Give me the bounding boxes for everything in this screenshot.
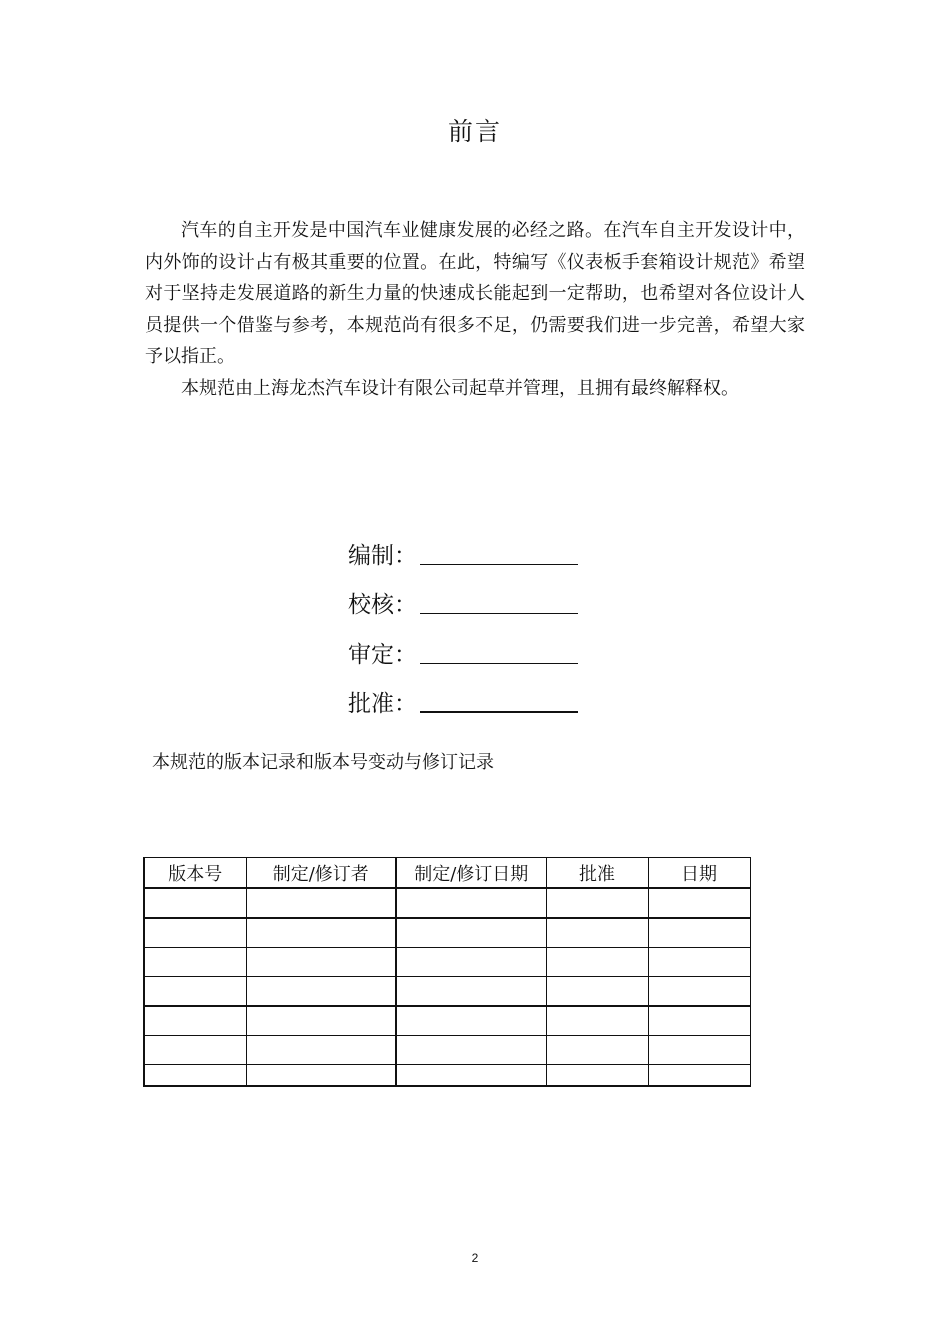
- signoff-row-compile: [348, 525, 608, 575]
- page-number: 2: [471, 1251, 479, 1265]
- table-cell: [144, 977, 246, 1007]
- table-cell: [546, 888, 648, 918]
- table-header-row: [144, 858, 750, 889]
- table-cell: [396, 948, 546, 977]
- table-cell: [246, 948, 396, 977]
- preface-paragraph: 本规范由上海龙杰汽车设计有限公司起草并管理，且拥有最终解释权。: [181, 377, 739, 399]
- table-cell: [246, 1036, 396, 1065]
- table-row: [144, 1065, 750, 1087]
- table-row: [144, 1036, 750, 1065]
- table-cell: [396, 918, 546, 948]
- signoff-row-review: [348, 624, 608, 674]
- signoff-label: 校核：: [348, 592, 417, 618]
- signature-line: [420, 612, 578, 614]
- column-header: 制定/修订日期: [396, 858, 546, 889]
- signoff-label: 编制：: [348, 542, 417, 569]
- table-cell: [546, 948, 648, 977]
- table-cell: [144, 888, 246, 918]
- table-row: [144, 918, 750, 948]
- table-cell: [546, 1006, 648, 1036]
- table-cell: [648, 1065, 750, 1087]
- table-cell: [144, 948, 246, 977]
- table-cell: [648, 1036, 750, 1065]
- signoff-label: 批准：: [348, 691, 417, 717]
- table-cell: [546, 1065, 648, 1087]
- preface-text: [145, 215, 805, 404]
- table-cell: [246, 888, 396, 918]
- table-cell: [144, 1006, 246, 1036]
- table-cell: [648, 888, 750, 918]
- table-cell: [648, 977, 750, 1007]
- preface-paragraph: 汽车的自主开发是中国汽车业健康发展的必经之路。在汽车自主开发设计中，内外饰的设计占有极其重要的位置。在此，特编写《仪表板手套箱设计规范》希望对于坚持走发展道路的新生力量的快速成长能起到一定帮助，也希望对各位设计人员提供一个借鉴与参考，本规范尚有很多不足，仍需要我们进一步完善，希望大家予以指正。: [145, 220, 805, 367]
- revision-record-caption: 本规范的版本记录和版本号变动与修订记录: [152, 752, 494, 773]
- revision-table: [143, 857, 751, 1087]
- table-cell: [396, 977, 546, 1007]
- table-cell: [144, 918, 246, 948]
- table-row: [144, 1006, 750, 1036]
- table-cell: [648, 948, 750, 977]
- table-cell: [546, 1036, 648, 1065]
- table-cell: [546, 977, 648, 1007]
- table-cell: [246, 977, 396, 1007]
- page-title: 前言: [447, 117, 502, 146]
- signoff-row-check: [348, 575, 608, 625]
- column-header: 制定/修订者: [246, 858, 396, 889]
- signoff-label: 审定：: [348, 641, 417, 668]
- table-cell: [396, 1006, 546, 1036]
- table-cell: [144, 1036, 246, 1065]
- table-cell: [144, 1065, 246, 1087]
- signoff-block: [348, 525, 608, 723]
- table-cell: [396, 1036, 546, 1065]
- signature-line: [420, 710, 578, 713]
- table-cell: [396, 888, 546, 918]
- table-row: [144, 948, 750, 977]
- table-cell: [648, 1006, 750, 1036]
- signoff-row-approve: [348, 674, 608, 724]
- column-header: 日期: [648, 858, 750, 889]
- table-cell: [648, 918, 750, 948]
- signature-line: [420, 662, 578, 664]
- table-row: [144, 977, 750, 1007]
- column-header: 版本号: [144, 858, 246, 889]
- table-cell: [246, 1006, 396, 1036]
- table-cell: [546, 918, 648, 948]
- table-cell: [246, 918, 396, 948]
- table-cell: [396, 1065, 546, 1087]
- column-header: 批准: [546, 858, 648, 889]
- table-row: [144, 888, 750, 918]
- signature-line: [420, 563, 578, 565]
- table-cell: [246, 1065, 396, 1087]
